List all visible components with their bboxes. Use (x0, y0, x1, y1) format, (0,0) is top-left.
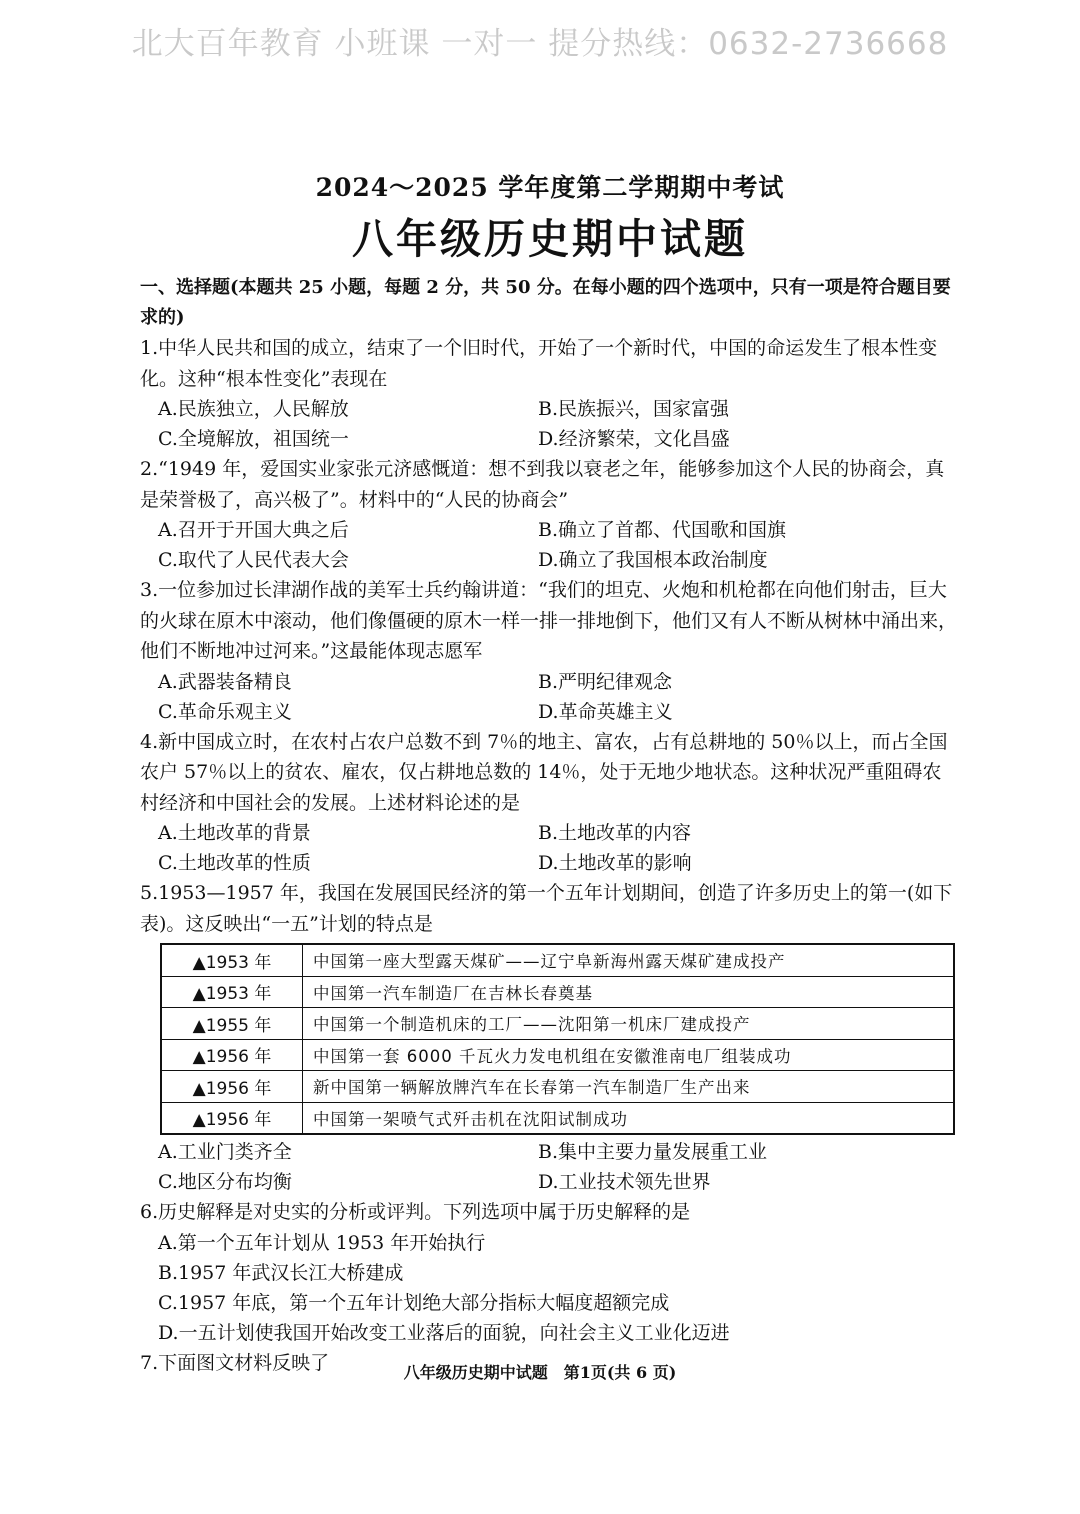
question-6 (140, 1197, 960, 1348)
question-4 (140, 727, 960, 879)
option-b: B.土地改革的内容 (538, 822, 692, 844)
exam-title: 八年级历史期中试题 (352, 215, 748, 263)
option-d: D.土地改革的影响 (538, 852, 692, 874)
options-grid (140, 818, 960, 878)
table-row (161, 976, 954, 1008)
table-cell-event: 中国第一套 6000 千瓦火力发电机组在安徽淮南电厂组装成功 (303, 1039, 955, 1071)
option-a: A.土地改革的背景 (158, 822, 311, 844)
option-c: C.全境解放，祖国统一 (158, 428, 349, 450)
table-cell-year: ▲1956 年 (161, 1071, 303, 1103)
exam-subtitle: 2024～2025 学年度第二学期期中考试 (315, 173, 785, 202)
option-a: A.召开于开国大典之后 (158, 519, 349, 541)
option-c: C.革命乐观主义 (158, 700, 292, 723)
option-b: B.确立了首都、代国歌和国旗 (538, 519, 787, 541)
options-grid (140, 1137, 960, 1197)
watermark: 北大百年教育 小班课 一对一 提分热线：0632-2736668 (131, 26, 949, 62)
question-stem: 1.中华人民共和国的成立，结束了一个旧时代，开始了一个新时代，中国的命运发生了根本性变化。这种“根本性变化”表现在 (140, 337, 938, 390)
page-footer: 八年级历史期中试题 第1页(共 6 页) (403, 1363, 677, 1382)
table-cell-event: 中国第一汽车制造厂在吉林长春奠基 (303, 976, 955, 1008)
option-d: D.确立了我国根本政治制度 (538, 549, 768, 571)
table-cell-year: ▲1955 年 (161, 1008, 303, 1040)
option-c: C.1957 年底，第一个五年计划绝大部分指标大幅度超额完成 (158, 1291, 670, 1314)
option-c: C.取代了人民代表大会 (158, 549, 349, 571)
question-stem: 5.1953—1957 年，我国在发展国民经济的第一个五年计划期间，创造了许多历史上的第一(如下表)。这反映出“一五”计划的特点是 (140, 882, 953, 935)
table-row (161, 1008, 954, 1040)
option-d: D.一五计划使我国开始改变工业落后的面貌，向社会主义工业化迈进 (158, 1321, 730, 1344)
table-row (161, 1102, 954, 1134)
exam-page (140, 168, 960, 1378)
option-a: A.工业门类齐全 (158, 1141, 292, 1163)
options-grid (140, 515, 960, 575)
table-cell-year: ▲1956 年 (161, 1102, 303, 1134)
table-cell-year: ▲1953 年 (161, 944, 303, 976)
table-cell-event: 新中国第一辆解放牌汽车在长春第一汽车制造厂生产出来 (303, 1071, 955, 1103)
table-row (161, 944, 954, 976)
question-stem: 4.新中国成立时，在农村占农户总数不到 7％的地主、富农，占有总耕地的 50％以上，而占全国农户 57％以上的贫农、雇农，仅占耕地总数的 14％，处于无地少地状态。这种状况严重阻碍农村经济和中国社会的发展。上述材料论述的是 (140, 730, 948, 814)
question-3 (140, 575, 960, 727)
question-stem: 3.一位参加过长津湖作战的美军士兵约翰讲道：“我们的坦克、火炮和机枪都在向他们射击，巨大的火球在原木中滚动，他们像僵硬的原木一样一排一排地倒下，他们又有人不断从树林中涌出来，他们不断地冲过河来。”这最能体现志愿军 (140, 579, 958, 662)
first-five-year-table (160, 943, 955, 1135)
section-header: 一、选择题(本题共 25 小题，每题 2 分，共 50 分。在每小题的四个选项中，只有一项是符合题目要求的) (140, 277, 951, 328)
table-cell-event: 中国第一架喷气式歼击机在沈阳试制成功 (303, 1102, 955, 1134)
option-c: C.土地改革的性质 (158, 852, 311, 874)
question-stem: 6.历史解释是对史实的分析或评判。下列选项中属于历史解释的是 (140, 1201, 691, 1223)
option-a: A.武器装备精良 (158, 670, 292, 693)
options-grid (140, 667, 960, 727)
table-row (161, 1071, 954, 1103)
table-cell-event: 中国第一个制造机床的工厂——沈阳第一机床厂建成投产 (303, 1008, 955, 1040)
option-d: D.经济繁荣，文化昌盛 (538, 428, 730, 450)
question-1 (140, 333, 960, 454)
question-stem: 2.“1949 年，爱国实业家张元济感慨道：想不到我以衰老之年，能够参加这个人民的协商会，真是荣誉极了，高兴极了”。材料中的“人民的协商会” (140, 458, 945, 511)
table-cell-year: ▲1953 年 (161, 976, 303, 1008)
question-stem: 7.下面图文材料反映了 (140, 1351, 330, 1374)
option-b: B.民族振兴，国家富强 (538, 398, 730, 420)
option-b: B.严明纪律观念 (538, 670, 673, 693)
question-2 (140, 454, 960, 575)
options-grid (140, 394, 960, 454)
options-list (140, 1228, 960, 1348)
option-a: A.第一个五年计划从 1953 年开始执行 (158, 1231, 486, 1254)
table-row (161, 1039, 954, 1071)
option-b: B.1957 年武汉长江大桥建成 (158, 1261, 404, 1284)
option-d: D.工业技术领先世界 (538, 1171, 711, 1193)
table-cell-year: ▲1956 年 (161, 1039, 303, 1071)
option-d: D.革命英雄主义 (538, 700, 673, 723)
question-5 (140, 878, 960, 1197)
option-a: A.民族独立，人民解放 (158, 398, 349, 420)
table-cell-event: 中国第一座大型露天煤矿——辽宁阜新海州露天煤矿建成投产 (303, 944, 955, 976)
option-b: B.集中主要力量发展重工业 (538, 1141, 768, 1163)
option-c: C.地区分布均衡 (158, 1171, 292, 1193)
